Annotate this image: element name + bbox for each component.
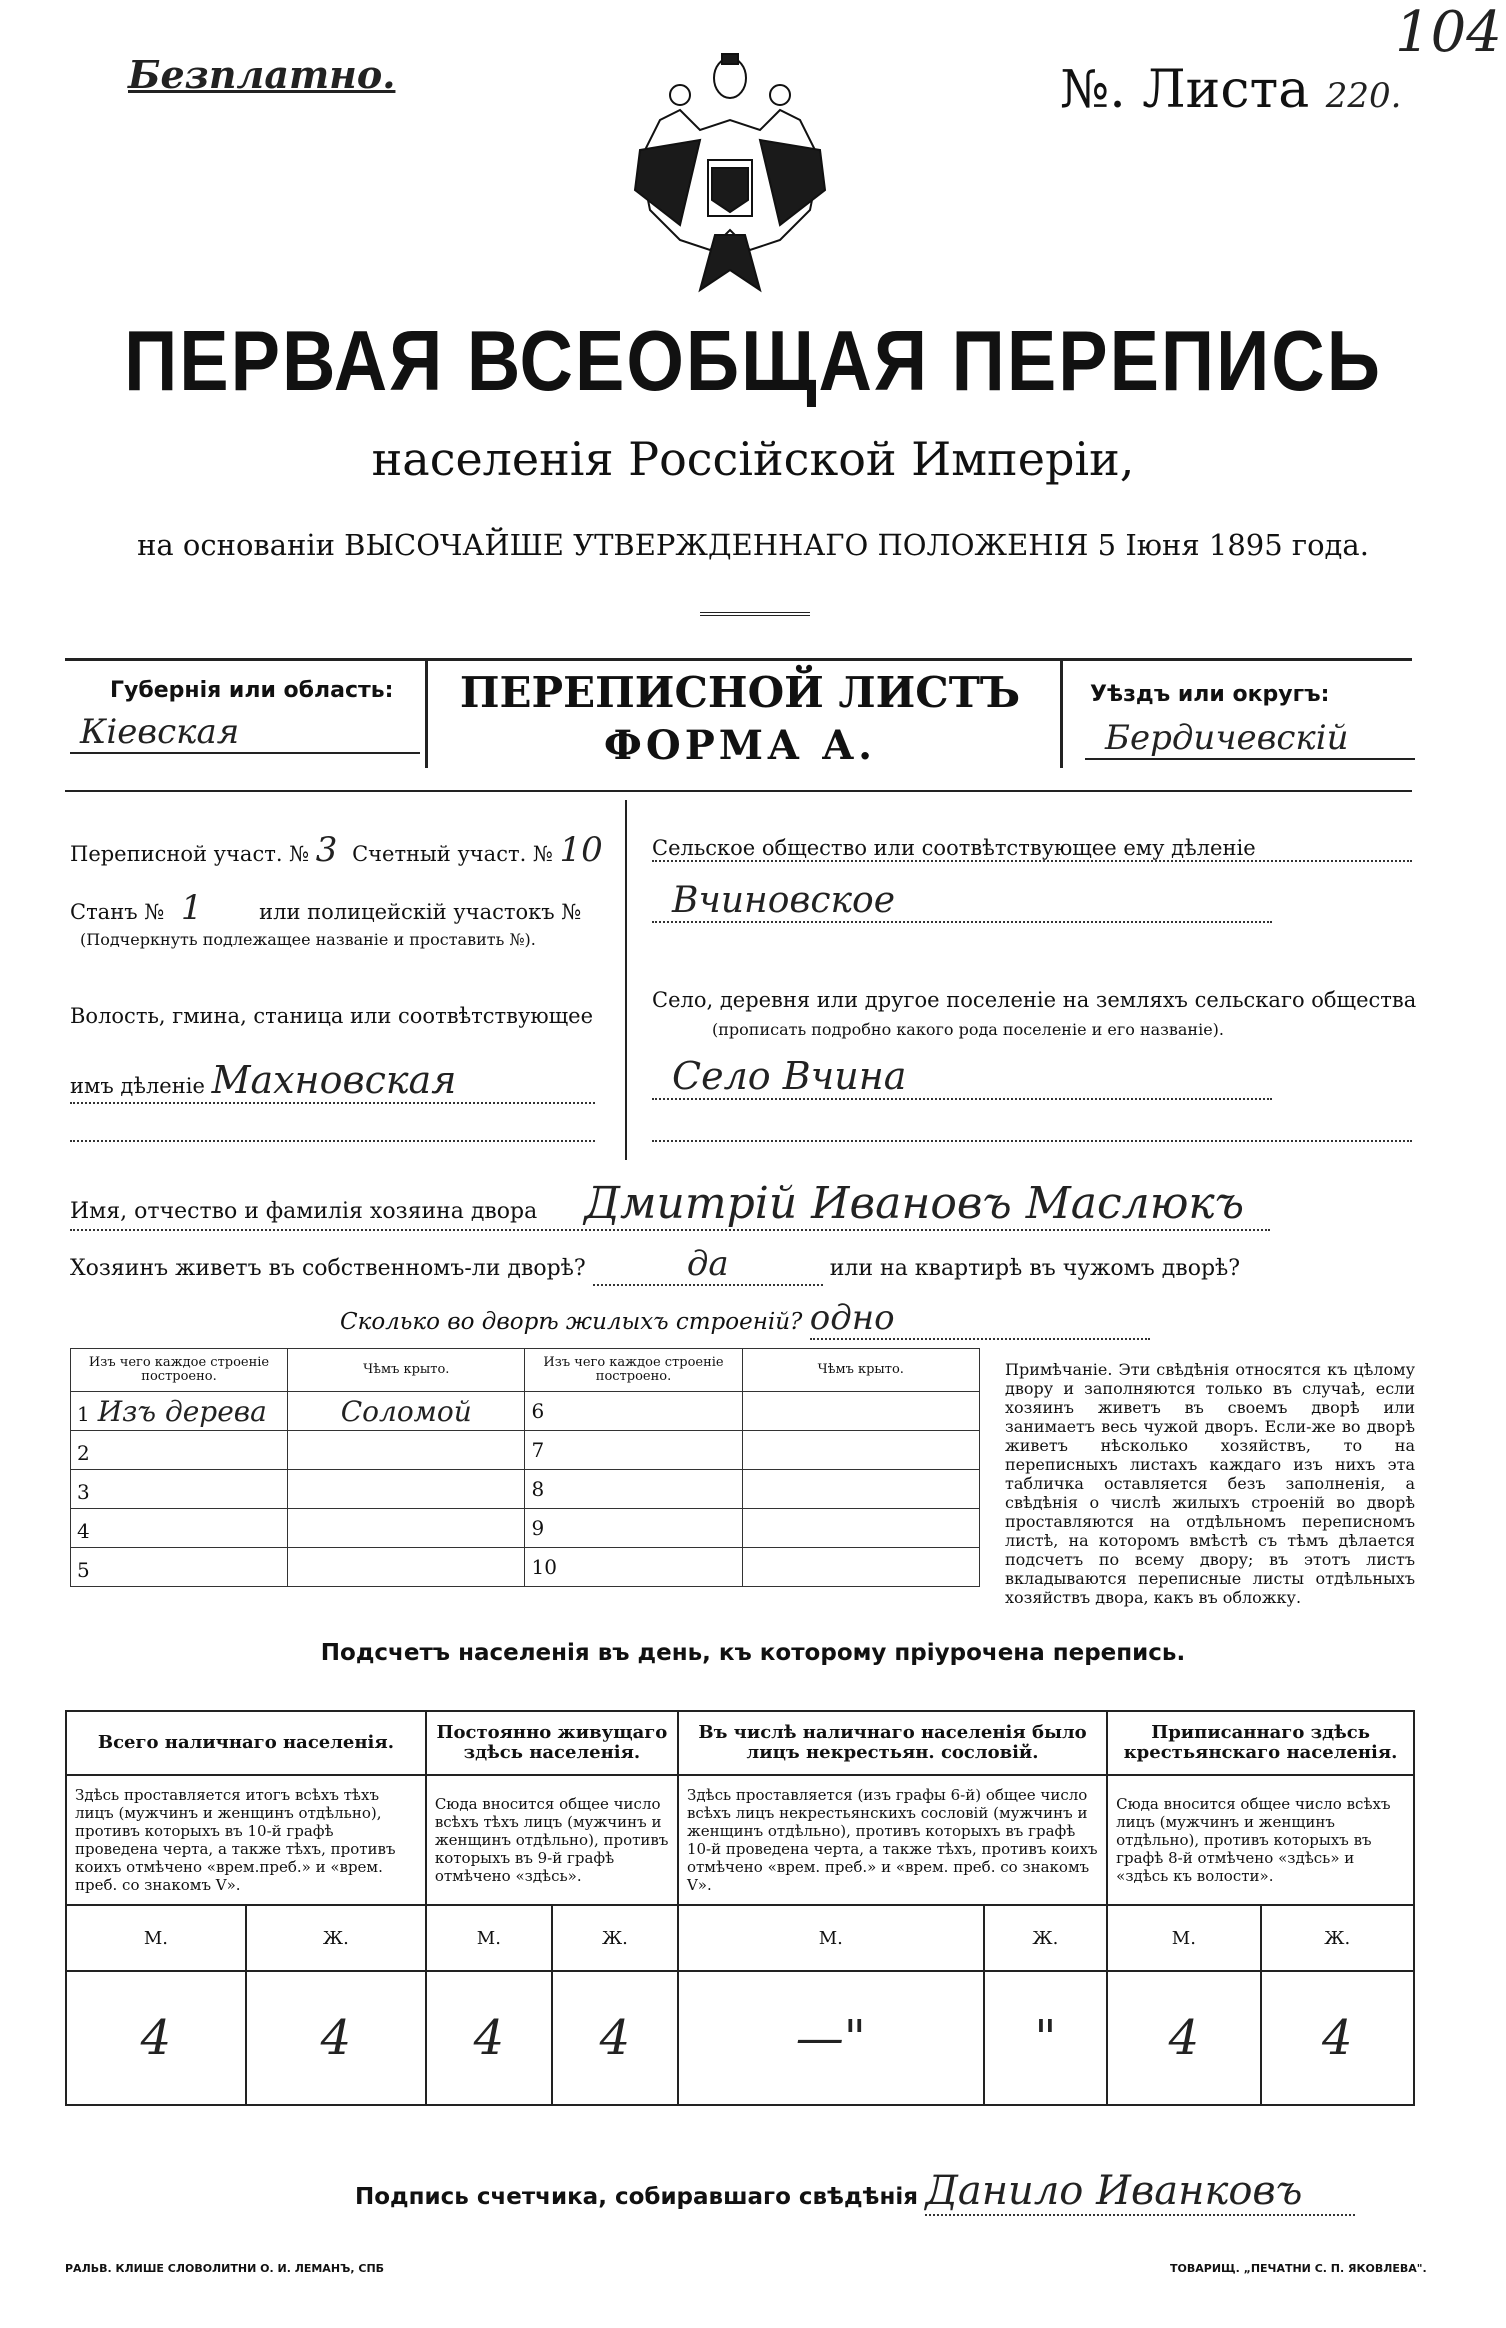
society-value: Вчиновское <box>652 880 1272 923</box>
table-cell <box>71 1509 288 1548</box>
table-row <box>71 1548 980 1587</box>
table-cell <box>742 1548 979 1587</box>
population-column-desc: Здѣсь проставляется (изъ графы 6-й) общее число всѣхъ лицъ некрестьянскихъ сословій (мужчинъ и женщинъ отдѣльно), противъ которыхъ въ графѣ 10-й проведена черта, а также тѣхъ, противъ коихъ отмѣчено «врем. преб.» и «врем. преб. со знакомъ V». <box>678 1775 1107 1905</box>
female-label: Ж. <box>1261 1905 1414 1971</box>
table-cell <box>288 1509 525 1548</box>
male-label: М. <box>1107 1905 1260 1971</box>
female-count: " <box>984 1971 1108 2105</box>
uezd-label: Уѣздъ или округъ: <box>1090 682 1330 707</box>
count-area-value: 10 <box>559 830 603 870</box>
column-divider <box>625 800 627 1160</box>
table-cell <box>742 1509 979 1548</box>
signature-label: Подпись счетчика, собиравшаго свѣдѣнія <box>355 2184 919 2210</box>
table-cell <box>742 1470 979 1509</box>
village-value: Село Вчина <box>652 1054 1272 1100</box>
sheet-number <box>1060 60 1401 120</box>
row-number: 1 <box>77 1401 90 1426</box>
table-row <box>71 1392 980 1431</box>
table-row <box>71 1470 980 1509</box>
regulation-basis: на основаніи ВЫСОЧАЙШЕ УТВЕРЖДЕННАГО ПОЛОЖЕНІЯ 5 Іюня 1895 года. <box>137 528 1369 562</box>
row-number: 4 <box>77 1518 90 1543</box>
table-cell: 8 <box>525 1470 742 1509</box>
buildings-table <box>70 1348 980 1587</box>
note-underline: (Подчеркнуть подлежащее названіе и проставить №). <box>80 930 536 949</box>
population-column-head: Постоянно живущаго здѣсь населенія. <box>426 1711 678 1775</box>
page-subtitle: населенія Россійской Имперіи, <box>371 432 1135 486</box>
apartment-label: или на квартирѣ въ чужомъ дворѣ? <box>829 1256 1241 1281</box>
population-column-head: Приписаннаго здѣсь крестьянскаго населенія. <box>1107 1711 1414 1775</box>
female-count: 4 <box>246 1971 426 2105</box>
census-area-label: Переписной участ. № <box>70 842 310 866</box>
population-column-head: Въ числѣ наличнаго населенія было лицъ некрестьян. сословій. <box>678 1711 1107 1775</box>
form-type: ФОРМА А. <box>603 722 877 769</box>
population-column-desc: Сюда вносится общее число всѣхъ лицъ (мужчинъ и женщинъ отдѣльно), противъ которыхъ въ графѣ 8-й отмѣчено «здѣсь» и «здѣсь къ волости». <box>1107 1775 1414 1905</box>
village-label: Село, деревня или другое поселеніе на земляхъ сельскаго общества <box>652 988 1417 1012</box>
table-cell: 9 <box>525 1509 742 1548</box>
table-cell <box>288 1470 525 1509</box>
male-count: 4 <box>1107 1971 1260 2105</box>
stan-value: 1 <box>180 888 203 928</box>
village-note: (прописать подробно какого рода поселеніе и его названіе). <box>712 1020 1224 1039</box>
own-yard-row <box>70 1244 1240 1286</box>
page-title: ПЕРВАЯ ВСЕОБЩАЯ ПЕРЕПИСЬ <box>124 312 1382 409</box>
col-roof: Чѣмъ крыто. <box>288 1349 525 1392</box>
table-cell: 10 <box>525 1548 742 1587</box>
male-count: 4 <box>426 1971 552 2105</box>
printer-right: ТОВАРИЩ. „ПЕЧАТНИ С. П. ЯКОВЛЕВА". <box>1170 2262 1427 2275</box>
male-count: —" <box>678 1971 984 2105</box>
top-rule <box>65 658 1412 661</box>
police-label: или полицейскій участокъ № <box>259 900 582 924</box>
corner-mark: 104 <box>1395 0 1502 65</box>
blank-line <box>652 1130 1412 1142</box>
female-label: Ж. <box>552 1905 678 1971</box>
signature-value: Данило Иванковъ <box>925 2168 1355 2216</box>
material-value: Изъ дерева <box>97 1394 267 1428</box>
female-count: 4 <box>1261 1971 1414 2105</box>
divider <box>1060 658 1063 768</box>
form-name: ПЕРЕПИСНОЙ ЛИСТЪ <box>459 668 1021 717</box>
owner-name-label: Имя, отчество и фамилія хозяина двора <box>70 1199 538 1224</box>
buildings-row <box>340 1298 1150 1340</box>
ornament-divider <box>700 612 810 616</box>
row-number: 5 <box>77 1557 90 1582</box>
table-row <box>71 1509 980 1548</box>
owner-name-value: Дмитрій Ивановъ Маслюкъ <box>584 1178 1245 1229</box>
col-material: Изъ чего каждое строеніе построено. <box>71 1349 288 1392</box>
table-cell: Соломой <box>288 1392 525 1431</box>
own-yard-value: да <box>593 1244 823 1286</box>
count-area-label: Счетный участ. № <box>352 842 553 866</box>
volost-label-2: имъ дѣленіе <box>70 1074 205 1098</box>
population-table <box>65 1710 1415 2106</box>
gubernia-value: Кіевская <box>70 712 420 754</box>
male-label: М. <box>426 1905 552 1971</box>
stan-row <box>70 888 581 928</box>
population-column-desc: Здѣсь проставляется итогъ всѣхъ тѣхъ лицъ (мужчинъ и женщинъ отдѣльно), противъ которыхъ въ 10-й графѣ проведена черта, а также тѣхъ, противъ коихъ отмѣчено «врем.преб.» и «врем. преб. со знакомъ V». <box>66 1775 426 1905</box>
buildings-value: одно <box>810 1298 1150 1340</box>
table-cell <box>71 1392 288 1431</box>
rule <box>65 790 1412 792</box>
blank-line <box>70 1130 595 1142</box>
female-count: 4 <box>552 1971 678 2105</box>
table-cell <box>742 1431 979 1470</box>
row-number: 2 <box>77 1440 90 1465</box>
population-column-head: Всего наличнаго населенія. <box>66 1711 426 1775</box>
divider <box>425 658 428 768</box>
buildings-note: Примѣчаніе. Эти свѣдѣнія относятся къ цѣлому двору и заполняются только въ случаѣ, если хозяинъ живетъ въ своемъ дворѣ или занимаетъ весь чужой дворъ. Если-же во дворѣ живетъ нѣсколько хозяйствъ, то на переписныхъ листахъ каждаго изъ нихъ эта табличка оставляется безъ заполненія, а свѣдѣнія о числѣ жилыхъ строеній во дворѣ проставляются на отдѣльномъ переписномъ листѣ, на которомъ вмѣстѣ съ тѣмъ дѣлается подсчетъ по всему двору; въ этотъ листъ вкладываются переписные листы отдѣльныхъ хозяйствъ двора, какъ въ обложку. <box>1005 1360 1415 1607</box>
volost-label: Волость, гмина, станица или соотвѣтствующее <box>70 1004 594 1028</box>
table-cell <box>71 1431 288 1470</box>
sheet-number-label: №. Листа <box>1060 60 1310 120</box>
buildings-label: Сколько во дворѣ жилыхъ строеній? <box>340 1309 803 1335</box>
table-row <box>71 1431 980 1470</box>
society-row: Сельское общество или соотвѣтствующее ему дѣленіе <box>652 836 1412 862</box>
stan-label: Станъ № <box>70 900 165 924</box>
row-number: 3 <box>77 1479 90 1504</box>
uezd-value: Бердичевскій <box>1085 718 1415 760</box>
volost-value: Махновская <box>211 1058 457 1102</box>
female-label: Ж. <box>984 1905 1108 1971</box>
free-label: Безплатно. <box>128 52 396 97</box>
population-column-desc: Сюда вносится общее число всѣхъ тѣхъ лицъ (мужчинъ и женщинъ отдѣльно), противъ которыхъ въ 9-й графѣ отмѣчено «здѣсь». <box>426 1775 678 1905</box>
col-material: Изъ чего каждое строеніе построено. <box>525 1349 742 1392</box>
table-cell <box>288 1431 525 1470</box>
census-area-value: 3 <box>315 830 338 870</box>
table-cell <box>288 1548 525 1587</box>
table-cell <box>742 1392 979 1431</box>
male-label: М. <box>678 1905 984 1971</box>
imperial-eagle-emblem <box>620 50 840 310</box>
table-cell <box>71 1470 288 1509</box>
male-label: М. <box>66 1905 246 1971</box>
col-roof: Чѣмъ крыто. <box>742 1349 979 1392</box>
table-cell: 7 <box>525 1431 742 1470</box>
gubernia-label: Губернія или область: <box>110 678 394 703</box>
table-cell: 6 <box>525 1392 742 1431</box>
census-area-row <box>70 830 603 870</box>
table-cell <box>71 1548 288 1587</box>
owner-name-row <box>70 1178 1270 1231</box>
volost-row <box>70 1058 595 1104</box>
printer-left: РАЛЬВ. КЛИШЕ СЛОВОЛИТНИ О. И. ЛЕМАНЪ, СПБ <box>65 2262 385 2275</box>
signature-row <box>355 2168 1355 2216</box>
own-yard-label: Хозяинъ живетъ въ собственномъ-ли дворѣ? <box>70 1256 586 1281</box>
sheet-number-value: 220. <box>1325 76 1402 116</box>
population-title: Подсчетъ населенія въ день, къ которому пріурочена перепись. <box>320 1640 1186 1666</box>
male-count: 4 <box>66 1971 246 2105</box>
female-label: Ж. <box>246 1905 426 1971</box>
